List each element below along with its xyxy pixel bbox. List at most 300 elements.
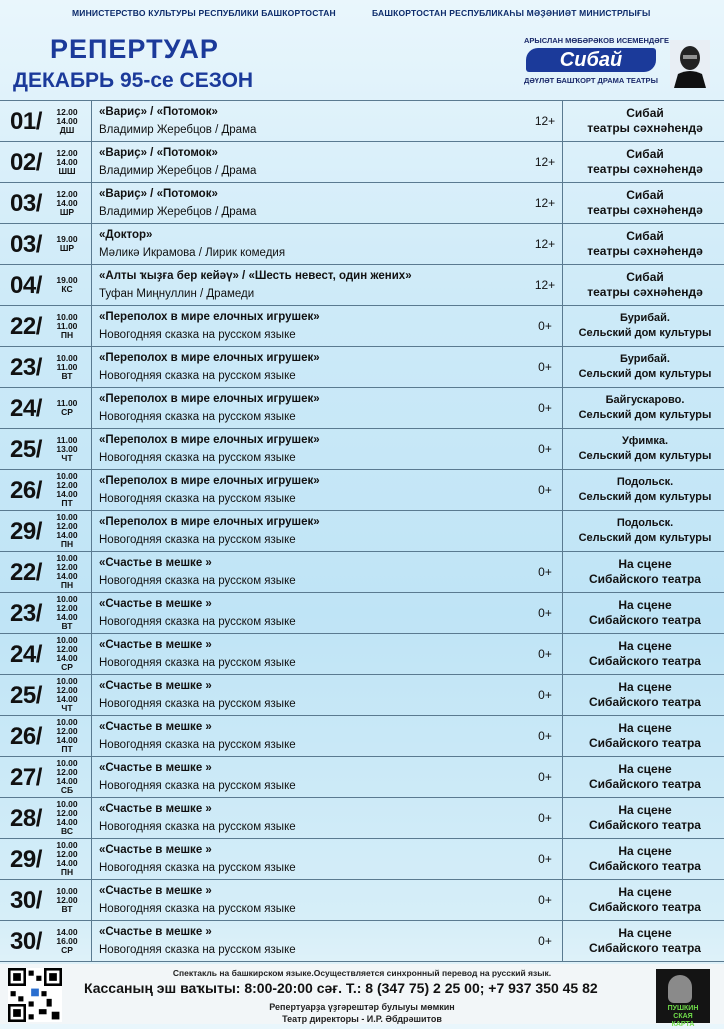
time-line: ЧТ (61, 453, 73, 463)
schedule-row (0, 183, 724, 224)
logo-top-text: АРЫСЛАН МӨБӘРӘКОВ ИСЕМЕНДӘГЕ (524, 36, 669, 45)
show-title: «Счастье в мешке » (99, 762, 212, 774)
time-line: 12.00 (56, 895, 78, 905)
row-times (54, 928, 80, 955)
venue (565, 721, 724, 751)
age-rating: 0+ (538, 852, 552, 866)
venue-line: Уфимка. (621, 435, 669, 447)
venue-line: Сибайского театра (589, 859, 701, 873)
schedule-row (0, 224, 724, 265)
time-line: 14.00 (56, 858, 78, 868)
show-author-genre: Новогодняя сказка на русском языке (99, 698, 296, 710)
venue-line: Сельский дом культуры (578, 409, 712, 421)
column-divider (562, 306, 563, 346)
column-divider (91, 880, 92, 920)
page-subtitle: ДЕКАБРЬ 95-се СЕЗОН (13, 69, 254, 92)
time-line: 10.00 (56, 799, 78, 809)
ministry-ru: МИНИСТЕРСТВО КУЛЬТУРЫ РЕСПУБЛИКИ БАШКОРТОСТАН (72, 8, 336, 18)
schedule-row (0, 511, 724, 552)
show-author-genre: Новогодняя сказка на русском языке (99, 493, 296, 505)
time-line: 14.00 (56, 116, 78, 126)
venue-line: На сцене (618, 844, 672, 858)
column-divider (562, 798, 563, 838)
time-line: 14.00 (56, 157, 78, 167)
show-author-genre: Новогодняя сказка на русском языке (99, 657, 296, 669)
age-rating: 0+ (538, 770, 552, 784)
schedule-row (0, 101, 724, 142)
venue-line: театры сәхнәһендә (587, 121, 703, 135)
time-line: 10.00 (56, 471, 78, 481)
column-divider (562, 593, 563, 633)
age-rating: 0+ (538, 319, 552, 333)
time-line: 10.00 (56, 758, 78, 768)
time-line: 14.00 (56, 612, 78, 622)
time-line: ЧТ (61, 703, 73, 713)
time-line: 14.00 (56, 817, 78, 827)
row-times (54, 235, 80, 253)
row-date: 30/ (10, 928, 42, 955)
show-title: «Переполох в мире елочных игрушек» (99, 311, 320, 323)
time-line: 12.00 (56, 685, 78, 695)
venue (565, 188, 724, 218)
venue-line: Подольск. (616, 476, 674, 488)
show-author-genre: Новогодняя сказка на русском языке (99, 862, 296, 874)
age-rating: 0+ (538, 483, 552, 497)
page-title: РЕПЕРТУАР (50, 34, 219, 64)
time-line: 12.00 (56, 767, 78, 777)
venue-line: На сцене (618, 721, 672, 735)
row-date: 22/ (10, 559, 42, 586)
row-date: 23/ (10, 354, 42, 381)
age-rating: 0+ (538, 360, 552, 374)
time-line: 10.00 (56, 312, 78, 322)
column-divider (91, 839, 92, 879)
column-divider (91, 224, 92, 264)
venue (565, 926, 724, 956)
row-times (54, 190, 80, 217)
venue-line: Сибайского театра (589, 900, 701, 914)
age-rating: 0+ (538, 442, 552, 456)
time-line: 10.00 (56, 353, 78, 363)
venue-line: Бурибай. (620, 353, 670, 365)
time-line: 14.00 (56, 489, 78, 499)
show-title: «Переполох в мире елочных игрушек» (99, 516, 320, 528)
show-author-genre: Новогодняя сказка на русском языке (99, 821, 296, 833)
time-line: 12.00 (56, 189, 78, 199)
venue (565, 803, 724, 833)
venue-line: Сибайского театра (589, 818, 701, 832)
director-signature: Театр директоры - И.Р. Әбдрәшитов (282, 1014, 442, 1024)
venue (565, 475, 724, 505)
schedule-row (0, 552, 724, 593)
show-author-genre: Новогодняя сказка на русском языке (99, 370, 296, 382)
column-divider (562, 183, 563, 223)
row-date: 26/ (10, 723, 42, 750)
schedule-row (0, 470, 724, 511)
time-line: 14.00 (56, 571, 78, 581)
column-divider (91, 921, 92, 961)
column-divider (91, 388, 92, 428)
venue-line: На сцене (618, 557, 672, 571)
show-title: «Счастье в мешке » (99, 639, 212, 651)
column-divider (562, 839, 563, 879)
show-author-genre: Новогодняя сказка на русском языке (99, 616, 296, 628)
row-date: 29/ (10, 846, 42, 873)
venue-line: театры сәхнәһендә (587, 244, 703, 258)
schedule-row (0, 347, 724, 388)
time-line: 12.00 (56, 603, 78, 613)
time-line: 10.00 (56, 886, 78, 896)
age-rating: 0+ (538, 893, 552, 907)
ministry-ba: БАШКОРТОСТАН РЕСПУБЛИКАҺЫ МӘҘӘНИӘТ МИНИСТРЛЫҒЫ (372, 8, 651, 18)
show-title: «Счастье в мешке » (99, 680, 212, 692)
time-line: ВТ (61, 904, 73, 914)
column-divider (562, 511, 563, 551)
row-date: 28/ (10, 805, 42, 832)
row-times (54, 800, 80, 836)
schedule-row (0, 634, 724, 675)
schedule-row (0, 593, 724, 634)
time-line: СБ (60, 785, 74, 795)
venue-line: На сцене (618, 885, 672, 899)
venue-line: Бурибай. (620, 312, 670, 324)
time-line: 14.00 (56, 776, 78, 786)
show-author-genre: Владимир Жеребцов / Драма (99, 124, 257, 136)
time-line: 10.00 (56, 676, 78, 686)
column-divider (91, 511, 92, 551)
column-divider (562, 921, 563, 961)
show-author-genre: Новогодняя сказка на русском языке (99, 534, 296, 546)
show-title: «Вариҫ» / «Потомок» (99, 147, 218, 159)
venue-line: Сибай (626, 229, 664, 243)
venue (565, 352, 724, 382)
schedule-row (0, 675, 724, 716)
venue-line: Сельский дом культуры (578, 450, 712, 462)
column-divider (562, 634, 563, 674)
column-divider (562, 675, 563, 715)
row-times (54, 887, 80, 914)
column-divider (91, 470, 92, 510)
age-rating: 0+ (538, 688, 552, 702)
schedule-row (0, 880, 724, 921)
schedule-row (0, 716, 724, 757)
venue (565, 639, 724, 669)
time-line: 12.00 (56, 148, 78, 158)
row-date: 01/ (10, 108, 42, 135)
show-title: «Счастье в мешке » (99, 844, 212, 856)
time-line: 12.00 (56, 726, 78, 736)
venue-line: Сибай (626, 147, 664, 161)
age-rating: 12+ (534, 114, 556, 128)
time-line: СР (61, 407, 73, 417)
box-office-hours: Кассаның эш ваҡыты: 8:00-20:00 сәғ. Т.: 8 (347 75) 2 25 00; +7 937 350 45 82 (84, 980, 598, 996)
show-title: «Счастье в мешке » (99, 598, 212, 610)
pushkin-card-logo (656, 969, 710, 1028)
time-line: 19.00 (56, 275, 78, 285)
venue-line: Сибайского театра (589, 736, 701, 750)
time-line: 12.00 (56, 849, 78, 859)
row-times (54, 276, 80, 294)
row-date: 30/ (10, 887, 42, 914)
row-times (54, 841, 80, 877)
schedule-row (0, 142, 724, 183)
venue (565, 270, 724, 300)
venue-line: Сибайского театра (589, 613, 701, 627)
show-title: «Счастье в мешке » (99, 557, 212, 569)
row-date: 24/ (10, 641, 42, 668)
age-rating: 12+ (534, 155, 556, 169)
venue (565, 557, 724, 587)
row-times (54, 554, 80, 590)
venue-line: Сибайского театра (589, 941, 701, 955)
show-author-genre: Новогодняя сказка на русском языке (99, 452, 296, 464)
schedule-row (0, 798, 724, 839)
column-divider (91, 757, 92, 797)
row-times (54, 399, 80, 417)
time-line: 13.00 (56, 444, 78, 454)
venue (565, 598, 724, 628)
column-divider (91, 552, 92, 592)
time-line: СР (61, 662, 73, 672)
column-divider (91, 716, 92, 756)
column-divider (91, 183, 92, 223)
row-times (54, 513, 80, 549)
time-line: ПН (60, 539, 74, 549)
show-title: «Счастье в мешке » (99, 885, 212, 897)
column-divider (562, 265, 563, 305)
age-rating: 12+ (534, 237, 556, 251)
time-line: 12.00 (56, 808, 78, 818)
column-divider (562, 224, 563, 264)
time-line: 16.00 (56, 936, 78, 946)
pushkin-portrait-icon (668, 975, 692, 1003)
time-line: 12.00 (56, 521, 78, 531)
time-line: 12.00 (56, 480, 78, 490)
schedule-row (0, 388, 724, 429)
show-author-genre: Мәликә Икрамова / Лирик комедия (99, 247, 286, 259)
venue (565, 762, 724, 792)
row-times (54, 108, 80, 135)
column-divider (91, 101, 92, 141)
logo-name: Сибай (526, 48, 656, 72)
row-times (54, 354, 80, 381)
show-title: «Переполох в мире елочных игрушек» (99, 434, 320, 446)
portrait-icon (670, 40, 710, 88)
column-divider (562, 347, 563, 387)
repertoire-change-note: Репертуарҙа үҙгәрештәр булыуы мөмкин (269, 1002, 455, 1012)
row-date: 24/ (10, 395, 42, 422)
show-author-genre: Новогодняя сказка на русском языке (99, 329, 296, 341)
age-rating: 0+ (538, 729, 552, 743)
column-divider (562, 101, 563, 141)
time-line: 19.00 (56, 234, 78, 244)
time-line: 10.00 (56, 594, 78, 604)
show-author-genre: Владимир Жеребцов / Драма (99, 206, 257, 218)
age-rating: 0+ (538, 934, 552, 948)
logo-bottom-text: ДӘҮЛӘТ БАШҠОРТ ДРАМА ТЕАТРЫ (524, 76, 658, 85)
time-line: КС (61, 284, 73, 294)
venue-line: театры сәхнәһендә (587, 203, 703, 217)
time-line: СР (61, 945, 73, 955)
age-rating: 0+ (538, 606, 552, 620)
age-rating: 12+ (534, 278, 556, 292)
row-date: 25/ (10, 682, 42, 709)
time-line: ПТ (61, 498, 73, 508)
time-line: ПН (60, 867, 74, 877)
age-rating: 0+ (538, 647, 552, 661)
venue-line: Сибайского театра (589, 654, 701, 668)
time-line: 10.00 (56, 553, 78, 563)
column-divider (562, 880, 563, 920)
show-title: «Счастье в мешке » (99, 721, 212, 733)
column-divider (562, 470, 563, 510)
row-date: 04/ (10, 272, 42, 299)
time-line: 12.00 (56, 107, 78, 117)
time-line: 14.00 (56, 530, 78, 540)
show-title: «Переполох в мире елочных игрушек» (99, 393, 320, 405)
column-divider (562, 388, 563, 428)
venue-line: Байгускарово. (605, 394, 685, 406)
venue-line: На сцене (618, 926, 672, 940)
schedule-row (0, 921, 724, 962)
row-date: 22/ (10, 313, 42, 340)
venue-line: Сельский дом культуры (578, 327, 712, 339)
venue-line: Сибайского театра (589, 695, 701, 709)
age-rating: 0+ (538, 565, 552, 579)
venue-line: Сельский дом культуры (578, 368, 712, 380)
column-divider (562, 429, 563, 469)
time-line: 10.00 (56, 717, 78, 727)
row-date: 03/ (10, 231, 42, 258)
schedule-row (0, 839, 724, 880)
translation-note: Спектакль на башкирском языке.Осуществляется синхронный перевод на русский язык. (172, 968, 552, 978)
time-line: ДШ (59, 125, 75, 135)
show-title: «Доктор» (99, 229, 153, 241)
time-line: ШШ (58, 166, 76, 176)
column-divider (562, 716, 563, 756)
time-line: ШР (59, 243, 75, 253)
column-divider (91, 429, 92, 469)
time-line: ПН (60, 580, 74, 590)
venue-line: На сцене (618, 639, 672, 653)
column-divider (562, 142, 563, 182)
show-title: «Вариҫ» / «Потомок» (99, 188, 218, 200)
row-date: 26/ (10, 477, 42, 504)
time-line: ШР (59, 207, 75, 217)
column-divider (91, 593, 92, 633)
venue (565, 516, 724, 546)
theatre-logo (524, 36, 714, 92)
row-date: 25/ (10, 436, 42, 463)
venue (565, 434, 724, 464)
time-line: 11.00 (56, 398, 78, 408)
row-times (54, 595, 80, 631)
column-divider (562, 757, 563, 797)
column-divider (562, 552, 563, 592)
show-author-genre: Новогодняя сказка на русском языке (99, 780, 296, 792)
schedule-row (0, 757, 724, 798)
footer (0, 964, 724, 1028)
venue-line: Сельский дом культуры (578, 532, 712, 544)
time-line: ВТ (61, 371, 73, 381)
venue (565, 680, 724, 710)
time-line: 14.00 (56, 198, 78, 208)
row-date: 23/ (10, 600, 42, 627)
column-divider (91, 306, 92, 346)
venue-line: На сцене (618, 803, 672, 817)
venue-line: Сибайского театра (589, 572, 701, 586)
venue-line: Сибай (626, 270, 664, 284)
venue (565, 229, 724, 259)
show-author-genre: Новогодняя сказка на русском языке (99, 739, 296, 751)
show-author-genre: Новогодняя сказка на русском языке (99, 903, 296, 915)
row-times (54, 636, 80, 672)
time-line: 14.00 (56, 653, 78, 663)
venue (565, 147, 724, 177)
time-line: 14.00 (56, 927, 78, 937)
show-author-genre: Новогодняя сказка на русском языке (99, 575, 296, 587)
show-title: «Алты ҡыҙға бер кейәү» / «Шесть невест, один жених» (99, 270, 412, 282)
venue-line: На сцене (618, 762, 672, 776)
show-title: «Счастье в мешке » (99, 926, 212, 938)
age-rating: 0+ (538, 811, 552, 825)
row-times (54, 472, 80, 508)
pushkin-card-text: ПУШКИН СКАЯ КАРТА (667, 1005, 699, 1028)
time-line: 14.00 (56, 694, 78, 704)
show-title: «Переполох в мире елочных игрушек» (99, 352, 320, 364)
time-line: 14.00 (56, 735, 78, 745)
time-line: ПН (60, 330, 74, 340)
age-rating: 12+ (534, 196, 556, 210)
venue (565, 885, 724, 915)
show-title: «Переполох в мире елочных игрушек» (99, 475, 320, 487)
schedule-row (0, 429, 724, 470)
time-line: ВС (61, 826, 73, 836)
schedule-table (0, 100, 724, 961)
row-date: 03/ (10, 190, 42, 217)
venue-line: На сцене (618, 680, 672, 694)
show-author-genre: Туфан Миңнуллин / Драмеди (99, 288, 255, 300)
time-line: 10.00 (56, 635, 78, 645)
venue-line: Сельский дом культуры (578, 491, 712, 503)
ministries-header (0, 8, 724, 22)
row-times (54, 313, 80, 340)
show-author-genre: Новогодняя сказка на русском языке (99, 411, 296, 423)
age-rating: 0+ (538, 401, 552, 415)
show-title: «Вариҫ» / «Потомок» (99, 106, 218, 118)
schedule-row (0, 265, 724, 306)
column-divider (91, 798, 92, 838)
venue (565, 393, 724, 423)
column-divider (91, 142, 92, 182)
show-title: «Счастье в мешке » (99, 803, 212, 815)
show-author-genre: Владимир Жеребцов / Драма (99, 165, 257, 177)
venue-line: Сибай (626, 106, 664, 120)
column-divider (91, 675, 92, 715)
time-line: ВТ (61, 621, 73, 631)
column-divider (91, 347, 92, 387)
venue-line: театры сәхнәһендә (587, 285, 703, 299)
venue-line: Сибай (626, 188, 664, 202)
column-divider (91, 634, 92, 674)
time-line: 12.00 (56, 644, 78, 654)
show-author-genre: Новогодняя сказка на русском языке (99, 944, 296, 956)
row-times (54, 759, 80, 795)
column-divider (91, 265, 92, 305)
venue-line: Подольск. (616, 517, 674, 529)
venue-line: Сибайского театра (589, 777, 701, 791)
venue (565, 844, 724, 874)
